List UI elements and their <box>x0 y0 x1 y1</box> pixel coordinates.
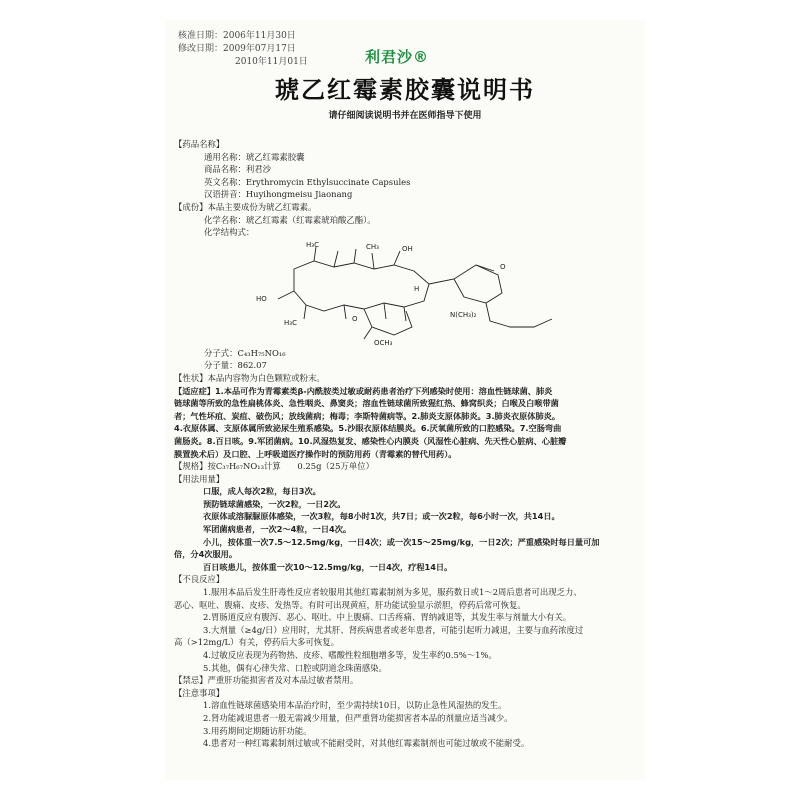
structure-text-ho: HO <box>256 294 267 303</box>
indications-line-4: 菌肠炎。8.百日咳。9.军团菌病。10.风湿热复发、感染性心内膜炎（风湿性心脏病、先天性心脏病、心脏瓣 <box>174 435 567 446</box>
properties-line <box>174 372 636 385</box>
precautions-line-1: 2.肾功能减退患者一般无需减少用量，但严重肾功能损害者本品的剂量应适当减少。 <box>203 712 513 723</box>
composition-text: 本品主要成份为琥乙红霉素。 <box>207 201 317 212</box>
precautions-line-0: 1.溶血性链球菌感染用本品治疗时，至少需持续10日，以防止急性风湿热的发生。 <box>203 700 507 711</box>
pinyin-name: 汉语拼音：Huyihongmeisu Jiaonang <box>204 189 353 200</box>
indications-line-3: 4.衣原体属、支原体属所致泌尿生殖系感染。5.沙眼衣原体结膜炎。6.厌氧菌所致的口腔感染。7.空肠弯曲 <box>174 423 562 434</box>
structure-text-h: H <box>414 284 420 293</box>
adverse-line-1: 恶心、呕吐、腹痛、皮疹、发热等。有时可出现黄疸，肝功能试验显示淤胆，停药后常可恢复。 <box>174 599 526 610</box>
indications-text-0: 1.本品可作为青霉素类β-内酰胺类过敏或耐药患者治疗下列感染时使用：溶血性链球菌、肺炎 <box>214 385 553 396</box>
section-heading-composition: 【成份】 <box>174 201 208 212</box>
section-heading-indications: 【适应症】 <box>174 385 215 396</box>
section-heading-adverse: 【不良反应】 <box>174 574 225 585</box>
adverse-line-2: 2.胃肠道反应有腹泻、恶心、呕吐、中上腹痛、口舌疼痛、胃纳减退等，其发生率与剂量大小有关。 <box>203 612 572 623</box>
structure-text-o-sugar: O <box>500 262 506 271</box>
indications-line-2: 者；气性坏疽、炭疽、破伤风；放线菌病；梅毒；李斯特菌病等。2.肺炎支原体肺炎。3.肺炎衣原体肺炎。 <box>174 410 561 421</box>
indications-line-1: 链球菌等所致的急性扁桃体炎、急性咽炎、鼻窦炎；溶血性链球菌所致猩红热、蜂窝织炎；白喉及白喉带菌 <box>174 398 559 409</box>
brand-logo: 利君沙® <box>365 48 430 66</box>
adverse-line-5: 4.过敏反应表现为药物热、皮疹、嗜酸性粒细胞增多等，发生率约0.5%～1%。 <box>203 650 497 660</box>
adverse-line-0: 1.服用本品后发生肝毒性反应者较服用其他红霉素制剂为多见，服药数日或1～2周后患者可出现乏力、 <box>203 587 582 598</box>
section-heading-properties: 【性状】 <box>174 372 208 383</box>
precautions-line-3: 4.患者对一种红霉素制剂过敏或不能耐受时，对其他红霉素制剂也可能过敏或不能耐受。 <box>203 738 530 749</box>
molecular-formula: 分子式：C₄₃H₇₅NO₁₆ <box>204 347 286 358</box>
section-heading-dosage: 【用法用量】 <box>174 473 225 484</box>
adverse-line-6: 5.其他，偶有心律失常、口腔或阴道念珠菌感染。 <box>203 662 387 673</box>
generic-name: 通用名称：琥乙红霉素胶囊 <box>204 151 305 162</box>
section-heading-spec: 【规格】 <box>174 461 208 472</box>
date-block <box>178 30 308 69</box>
section-heading-drug-name: 【药品名称】 <box>174 139 225 149</box>
contraindications-line <box>174 674 636 687</box>
chemical-name: 化学名称：琥乙红霉素（红霉素琥珀酸乙酯）。 <box>204 214 376 225</box>
dosage-line-1: 预防链球菌感染，一次2粒，一日2次。 <box>203 498 346 509</box>
indications-line-5: 膜置换术后）及口腔、上呼吸道医疗操作时的预防用药（青霉素的替代用药）。 <box>174 448 457 459</box>
revision-date-2: 2010年11月01日 <box>235 57 308 67</box>
precautions-line-2: 3.用药期间定期随访肝功能。 <box>203 725 312 736</box>
leaflet-body <box>174 138 636 750</box>
page-title: 琥乙红霉素胶囊说明书 <box>275 76 535 104</box>
adverse-line-4: 高（>12mg/L）有关，停药后大多可恢复。 <box>174 637 339 648</box>
approval-date: 核准日期：2006年11月30日 <box>178 31 296 41</box>
english-name: 英文名称：Erythromycin Ethylsuccinate Capsules <box>204 176 411 187</box>
spec-text: 按C₃₇H₆₇NO₁₃计算 0.25g（25万单位） <box>207 461 374 472</box>
indications-line-0 <box>174 385 636 398</box>
structure-text-nch3: N(CH₃)₂ <box>450 310 477 319</box>
adverse-line-3: 3.大剂量（≥4g/日）应用时，尤其肝、肾疾病患者或老年患者，可能引起听力减退，主要与血药浓度过 <box>203 624 584 635</box>
molecular-weight: 分子量：862.07 <box>204 360 267 371</box>
structure-text-och3: OCH₃ <box>374 338 393 347</box>
structure-text-ch3-top: CH₃ <box>366 242 379 251</box>
structure-text-oh-top: OH <box>402 244 413 253</box>
section-heading-precautions: 【注意事项】 <box>174 687 225 698</box>
dosage-line-6: 百日咳患儿，按体重一次10～12.5mg/kg，一日4次，疗程14日。 <box>203 561 453 572</box>
page-subtitle: 请仔细阅读说明书并在医师指导下使用 <box>328 111 482 121</box>
revision-date: 修改日期：2009年07月17日 <box>178 44 296 54</box>
trade-name: 商品名称：利君沙 <box>204 164 271 175</box>
contraindications-text: 严重肝功能损害者及对本品过敏者禁用。 <box>207 675 359 686</box>
composition-line <box>174 201 636 214</box>
structure-label: 化学结构式： <box>204 227 255 238</box>
dosage-line-4: 小儿，按体重一次7.5～12.5mg/kg，一日4次；或一次15～25mg/kg，一日2次；严重感染时每日量可加 <box>203 536 600 547</box>
spec-line <box>174 460 636 473</box>
structure-text-o-ring: O <box>352 314 358 323</box>
dosage-line-3: 军团菌病患者，一次2～4粒，一日4次。 <box>203 524 352 535</box>
dosage-line-2: 衣原体或溶脲脲原体感染，一次3粒，每8小时1次，共7日；或一次2粒，每6小时一次，共14日。 <box>203 511 560 522</box>
dosage-line-5: 倍，分4次服用。 <box>174 549 238 560</box>
section-heading-contraindications: 【禁忌】 <box>174 675 208 686</box>
dosage-line-0: 口服，成人每次2粒，每日3次。 <box>203 486 321 497</box>
chemical-structure <box>174 239 636 347</box>
structure-text-h3c-bottom: H₃C <box>284 318 297 327</box>
structure-text-h3c-top: H₃C <box>306 240 319 249</box>
chemical-structure-diagram <box>254 239 554 347</box>
properties-text: 本品内容物为白色颗粒或粉末。 <box>207 372 325 383</box>
